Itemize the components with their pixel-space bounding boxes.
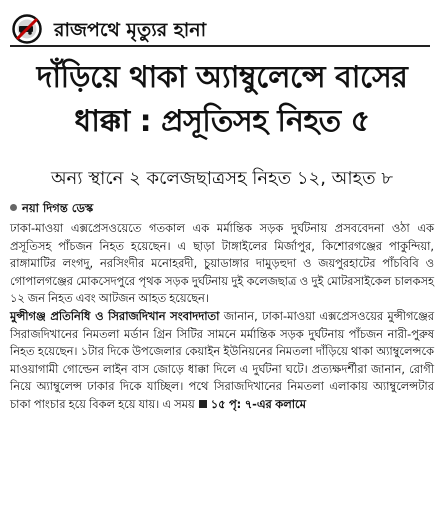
subheadline: অন্য স্থানে ২ কলেজছাত্রসহ নিহত ১২, আহত ৮ (50, 168, 394, 189)
continuation-note (195, 397, 306, 411)
headline-line-2: ধাক্কা : প্রসূতিসহ নিহত ৫ (74, 104, 370, 139)
article-body (10, 220, 434, 414)
byline (10, 200, 430, 216)
road-accident-logo (12, 14, 42, 44)
bullet-icon (10, 204, 17, 211)
paragraph-2 (10, 308, 434, 414)
reporter-credit: মুন্সীগঞ্জ প্রতিনিধি ও সিরাজদিখান সংবাদদাতা (10, 308, 220, 323)
section-kicker (10, 14, 430, 42)
paragraph-1: ঢাকা-মাওয়া এক্সপ্রেসওয়েতে গতকাল এক মর্মান্তিক সড়ক দুর্ঘটনায় প্রসববেদনা ওঠা এক প্রসূতিসহ পাঁচজন নিহত হয়েছেন। এ ছাড়া টাঙ্গাইলের মির্জাপুর, কিশোরগঞ্জের পাকুন্দিয়া, রাঙ্গামাটির লংগদু, নরসিংদীর মনোহরদী, চুয়াডাঙ্গার দামুড়হুদা ও জয়পুরহাটের পাঁচবিবি ও গোপালগঞ্জের মোকসেদপুরে পৃথক সড়ক দুর্ঘটনায় দুই কলেজছাত্র ও দুই মোটরসাইকেল চালকসহ ১২ জন নিহত এবং আটজন আহত হয়েছেন। (10, 221, 434, 306)
byline-text: নয়া দিগন্ত ডেস্ক (22, 201, 94, 215)
paragraph-2-text: জানান, ঢাকা-মাওয়া এক্সপ্রেসওয়ের মুন্সীগঞ্জের সিরাজদিখানের নিমতলা মর্ডান গ্রিন সিটির সামনে মর্মান্তিক সড়ক দুর্ঘটনায় পাঁচজন নারী-পুরুষ নিহত হয়েছেন। ১টার দিকে উপজেলার কেয়াইন ইউনিয়নের নিমতলা দাঁড়িয়ে থাকা অ্যাম্বুলেন্সকে মাওয়াগামী গোল্ডেন লাইন বাস জোড়ে ধাক্কা দিলে এ দুর্ঘটনা ঘটে। প্রত্যক্ষদর্শীরা জানান, রোগী নিয়ে অ্যাম্বুলেন্স ঢাকার দিকে যাচ্ছিল। পথে সিরাজদিখানের নিমতলা এলাকায় অ্যাম্বুলেন্সটার চাকা পাংচার হয়ে বিকল হয়ে যায়। এ সময় (10, 308, 434, 411)
headline (8, 56, 436, 144)
kicker-text: রাজপথে মৃত্যুর হানা (54, 19, 207, 41)
headline-line-1: দাঁড়িয়ে থাকা অ্যাম্বুলেন্সে বাসের (36, 60, 408, 95)
kicker-divider (10, 45, 430, 47)
square-bullet-icon (199, 400, 207, 408)
continuation-text: ১৫ পৃ: ৭-এর কলামে (210, 396, 306, 411)
